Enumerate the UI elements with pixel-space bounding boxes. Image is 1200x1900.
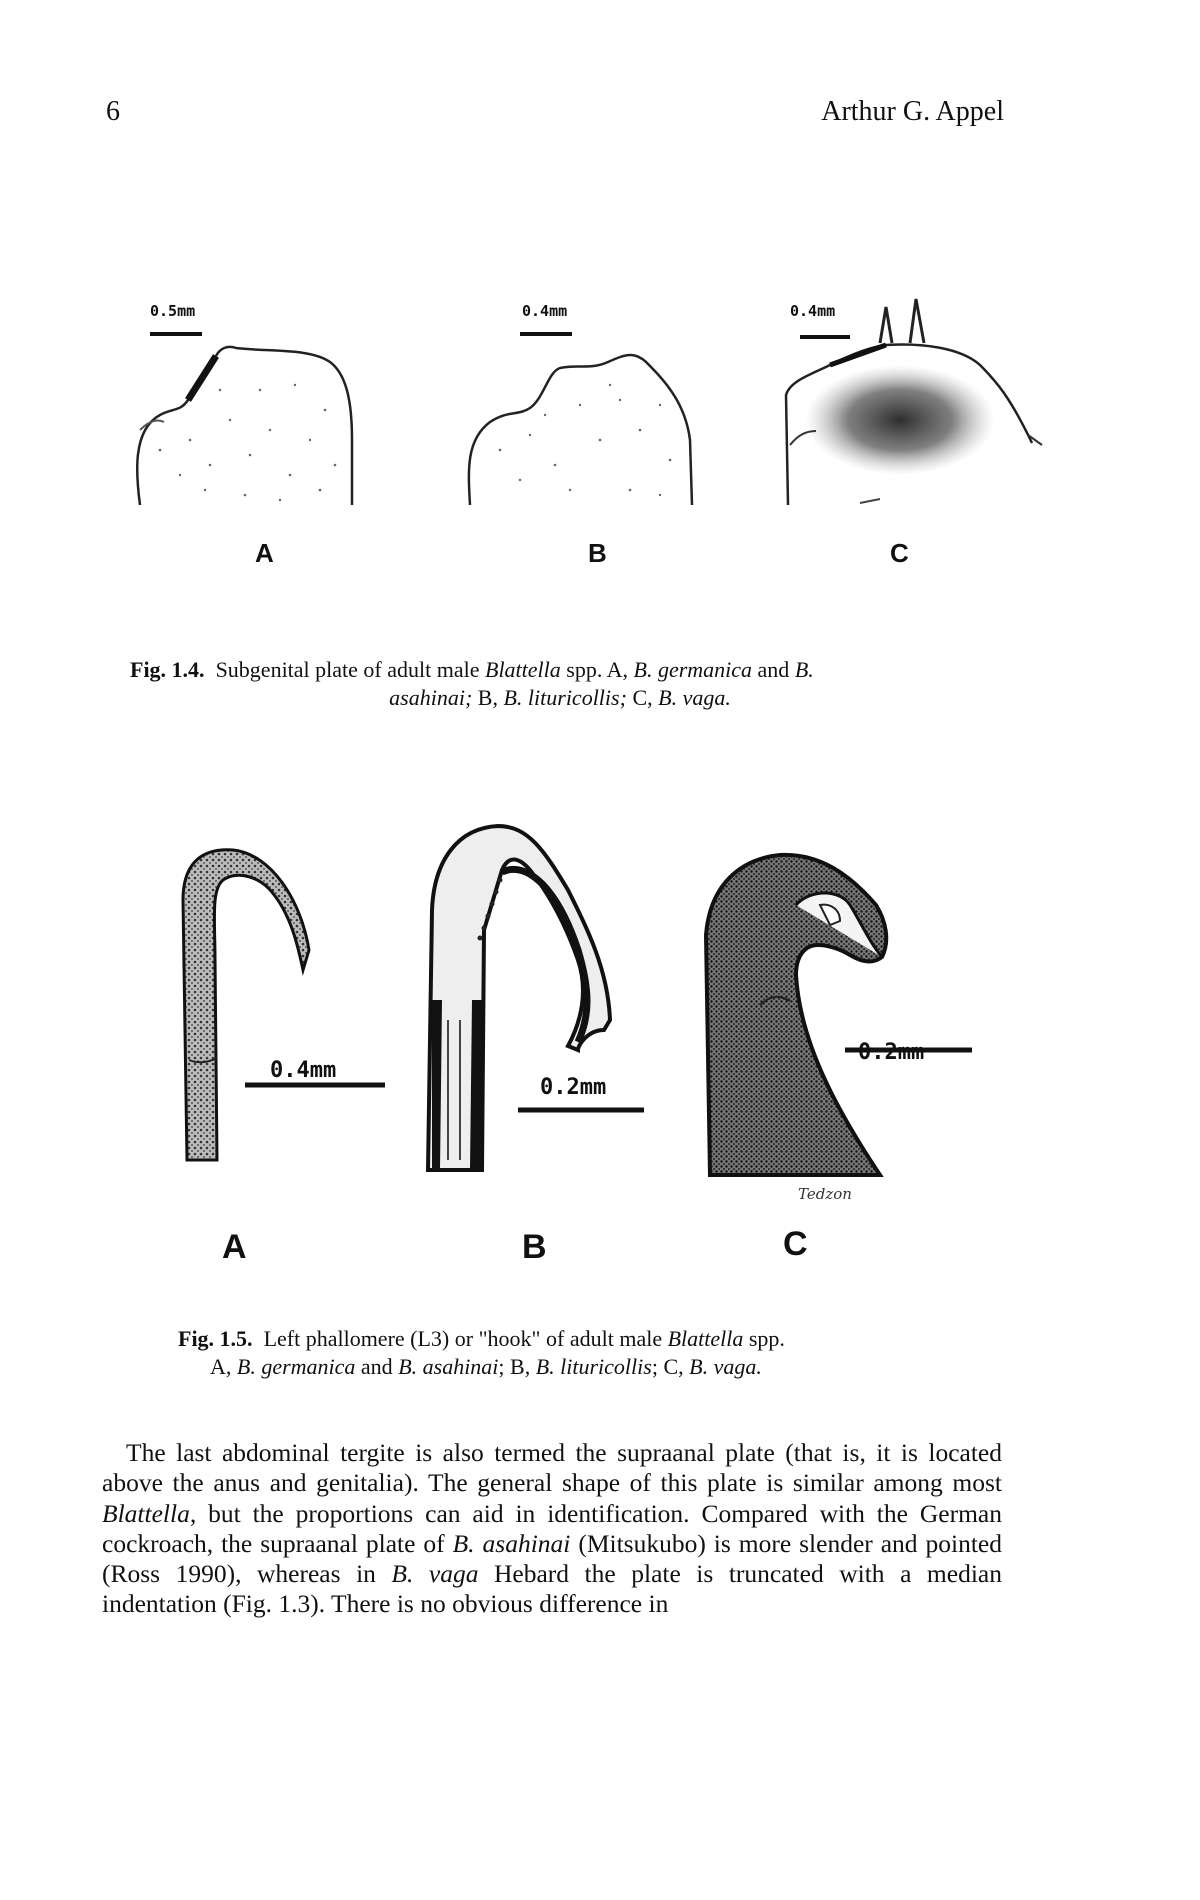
caption-text: Subgenital plate of adult male: [215, 657, 485, 682]
fig-1-5-panel-b-drawing: [418, 820, 658, 1180]
caption-text: ; C,: [651, 1354, 690, 1379]
fig-1-4-panel-a-scale-label: 0.5mm: [150, 302, 196, 320]
caption-text: B,: [472, 685, 504, 710]
fig-1-4-caption: [130, 656, 970, 712]
fig-1-5-caption: [160, 1325, 960, 1381]
body-paragraph: [102, 1438, 1002, 1620]
body-italic: B. vaga: [391, 1559, 479, 1589]
caption-text: spp. A,: [560, 657, 634, 682]
illustrator-signature: Tedzon: [798, 1185, 852, 1203]
running-head: Arthur G. Appel: [821, 96, 1004, 127]
caption-text: C,: [626, 685, 659, 710]
body-text: but the proportions can aid in identification. Compared with the German cockroach, the supraanal plate of: [102, 1498, 1002, 1558]
caption-species: asahinai;: [389, 685, 473, 710]
caption-species: B. asahinai: [398, 1354, 499, 1379]
fig-1-5-panel-b-scale-label: 0.2mm: [540, 1075, 607, 1100]
caption-genus: Blattella: [667, 1326, 744, 1351]
caption-species: B.: [794, 657, 814, 682]
fig-1-5-panel-a-scale-label: 0.4mm: [270, 1058, 337, 1083]
caption-species: B. vaga.: [658, 685, 731, 710]
caption-text: spp.: [743, 1326, 785, 1351]
fig-1-4-panel-b-drawing: [460, 290, 720, 520]
fig-1-4-panel-c-scale-label: 0.4mm: [790, 302, 836, 320]
caption-text: and: [355, 1354, 399, 1379]
fig-1-5-panel-a-drawing: [175, 840, 395, 1170]
fig-1-4-panel-a-letter: A: [255, 538, 274, 568]
caption-species: B. lituricollis: [535, 1354, 652, 1379]
fig-1-4-panel-b-letter: B: [588, 538, 607, 568]
caption-species: B. germanica: [236, 1354, 356, 1379]
caption-genus: Blattella: [485, 657, 561, 682]
caption-text: and: [752, 657, 795, 682]
fig-1-5-panel-a-letter: A: [222, 1228, 247, 1266]
caption-text: A,: [210, 1354, 237, 1379]
fig-1-5-label: Fig. 1.5.: [178, 1326, 253, 1351]
fig-1-4-panel-c-letter: C: [890, 538, 909, 568]
caption-species: B. lituricollis;: [503, 685, 627, 710]
body-text: Hebard the plate is truncated with a median indentation (Fig. 1.3). There is no obvious difference in: [102, 1559, 1002, 1619]
page-number: 6: [106, 96, 120, 127]
fig-1-4-panel-b-scale-label: 0.4mm: [522, 302, 568, 320]
fig-1-4-label: Fig. 1.4.: [130, 657, 205, 682]
body-text: (Mitsukubo) is more slender and pointed (Ross 1990), whereas in: [102, 1528, 1002, 1589]
caption-species: B. germanica: [633, 657, 753, 682]
fig-1-5-panel-c-scale-label: 0.2mm: [858, 1040, 925, 1065]
caption-text: Left phallomere (L3) or "hook" of adult male: [263, 1326, 668, 1351]
body-text: The last abdominal tergite is also termed the supraanal plate (that is, it is located above the anus and genitalia). The general shape of this plate is similar among most: [102, 1438, 1002, 1498]
fig-1-5-panel-c-drawing: [700, 845, 1000, 1185]
fig-1-4-panel-a-drawing: [120, 290, 380, 520]
body-italic: Blattella,: [102, 1498, 197, 1528]
fig-1-5-panel-b-letter: B: [522, 1228, 547, 1266]
fig-1-4-panel-c-drawing: [770, 285, 1050, 525]
body-italic: B. asahinai: [452, 1528, 571, 1558]
caption-text: ; B,: [498, 1354, 536, 1379]
caption-species: B. vaga.: [689, 1354, 762, 1379]
fig-1-5-panel-c-letter: C: [783, 1225, 808, 1263]
